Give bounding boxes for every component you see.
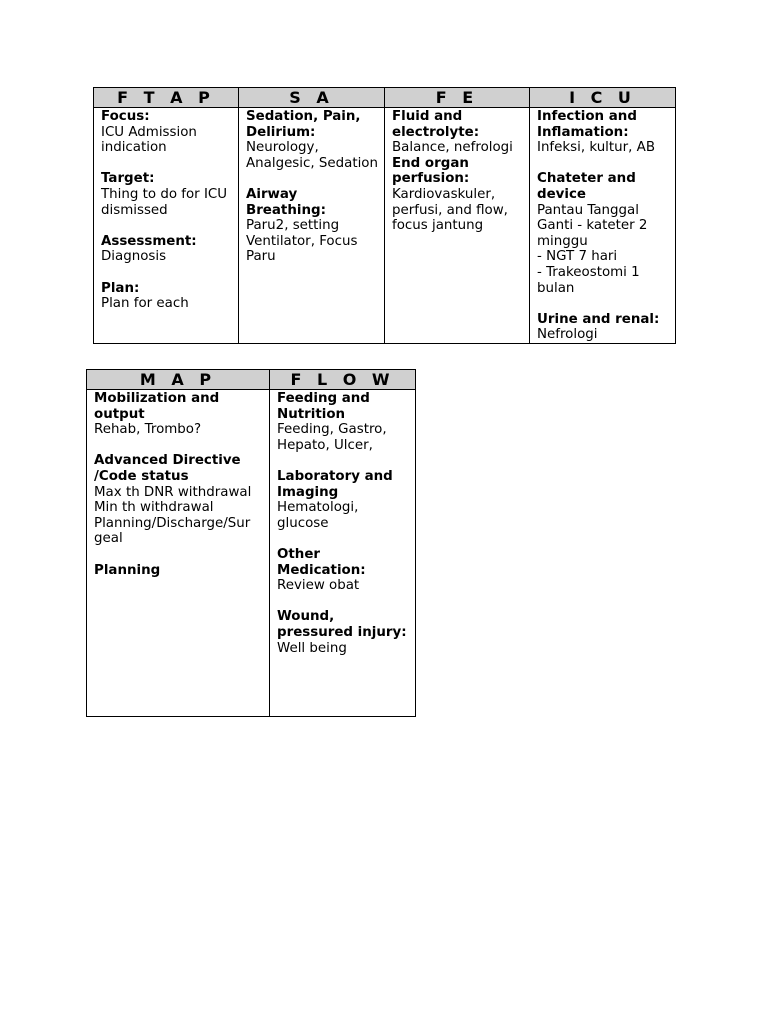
wound-text: Well being (277, 640, 347, 656)
cell-ftap (94, 108, 239, 344)
airway-text: Paru2, setting Ventilator, Focus Paru (246, 218, 358, 265)
mobilization-label: Mobilization and output (94, 391, 220, 422)
infection-text: Infeksi, kultur, AB (537, 140, 656, 156)
header-fe: F E (385, 88, 530, 108)
header-map: M A P (87, 370, 270, 390)
feeding-label: Feeding and Nutrition (277, 391, 370, 422)
sedation-label: Sedation, Pain, Delirium: (246, 109, 361, 140)
medication-text: Review obat (277, 578, 360, 594)
table-body-row (87, 390, 416, 717)
focus-text: ICU Admission indication (101, 124, 197, 156)
endorgan-label: End organ perfusion: (392, 155, 470, 187)
mobilization-text: Rehab, Trombo? (94, 422, 202, 438)
endorgan-text: Kardiovaskuler, perfusi, and flow, focus jantung (392, 186, 508, 234)
catheter-line: Pantau Tanggal Ganti - kateter 2 minggu (537, 202, 648, 249)
lab-label: Laboratory and Imaging (277, 468, 393, 500)
spacer (101, 218, 232, 234)
spacer (101, 265, 232, 281)
sedation-text: Neurology, Analgesic, Sedation (246, 140, 378, 171)
airway-label: Airway Breathing: (246, 186, 326, 218)
target-label: Target: (101, 171, 155, 187)
urine-label: Urine and renal: (537, 311, 660, 327)
spacer (537, 296, 669, 312)
header-ftap: F T A P (94, 88, 239, 108)
spacer (94, 438, 263, 454)
planning-label: Planning (94, 562, 161, 578)
plan-text: Plan for each (101, 296, 189, 312)
advanced-line: Min th withdrawal (94, 500, 214, 516)
cell-icu (530, 108, 676, 344)
spacer (537, 156, 669, 172)
advanced-line: Planning/Discharge/Sur geal (94, 515, 251, 547)
catheter-line: - Trakeostomi 1 bulan (537, 264, 640, 296)
target-text: Thing to do for ICU dismissed (101, 186, 228, 218)
cell-map (87, 390, 270, 717)
ftap-sa-fe-icu-table (93, 87, 676, 344)
lab-text: Hematologi, glucose (277, 500, 359, 531)
medication-label: Other Medication: (277, 546, 366, 578)
map-flow-table (86, 369, 416, 717)
infection-label: Infection and Inflamation: (537, 109, 637, 140)
spacer (277, 594, 409, 610)
catheter-line: - NGT 7 hari (537, 249, 618, 265)
spacer (94, 547, 263, 563)
urine-text: Nefrologi (537, 327, 598, 343)
cell-flow (270, 390, 416, 717)
header-icu: I C U (530, 88, 676, 108)
assessment-label: Assessment: (101, 233, 197, 249)
spacer (277, 453, 409, 469)
fluid-text: Balance, nefrologi (392, 140, 513, 156)
spacer (101, 156, 232, 172)
spacer (277, 531, 409, 547)
catheter-label: Chateter and device (537, 171, 636, 202)
advanced-label: Advanced Directive /Code status (94, 453, 241, 484)
table-header-row (87, 370, 416, 390)
fluid-label: Fluid and electrolyte: (392, 109, 480, 140)
cell-sa (239, 108, 385, 344)
spacer (246, 171, 378, 187)
assessment-text: Diagnosis (101, 249, 167, 265)
header-flow: F L O W (270, 370, 416, 390)
feeding-text: Feeding, Gastro, Hepato, Ulcer, (277, 422, 387, 453)
table-body-row (94, 108, 676, 344)
cell-fe (385, 108, 530, 344)
focus-label: Focus: (101, 109, 150, 124)
table-header-row (94, 88, 676, 108)
advanced-line: Max th DNR withdrawal (94, 484, 252, 500)
wound-label: Wound, pressured injury: (277, 609, 407, 640)
header-sa: S A (239, 88, 385, 108)
plan-label: Plan: (101, 280, 140, 296)
